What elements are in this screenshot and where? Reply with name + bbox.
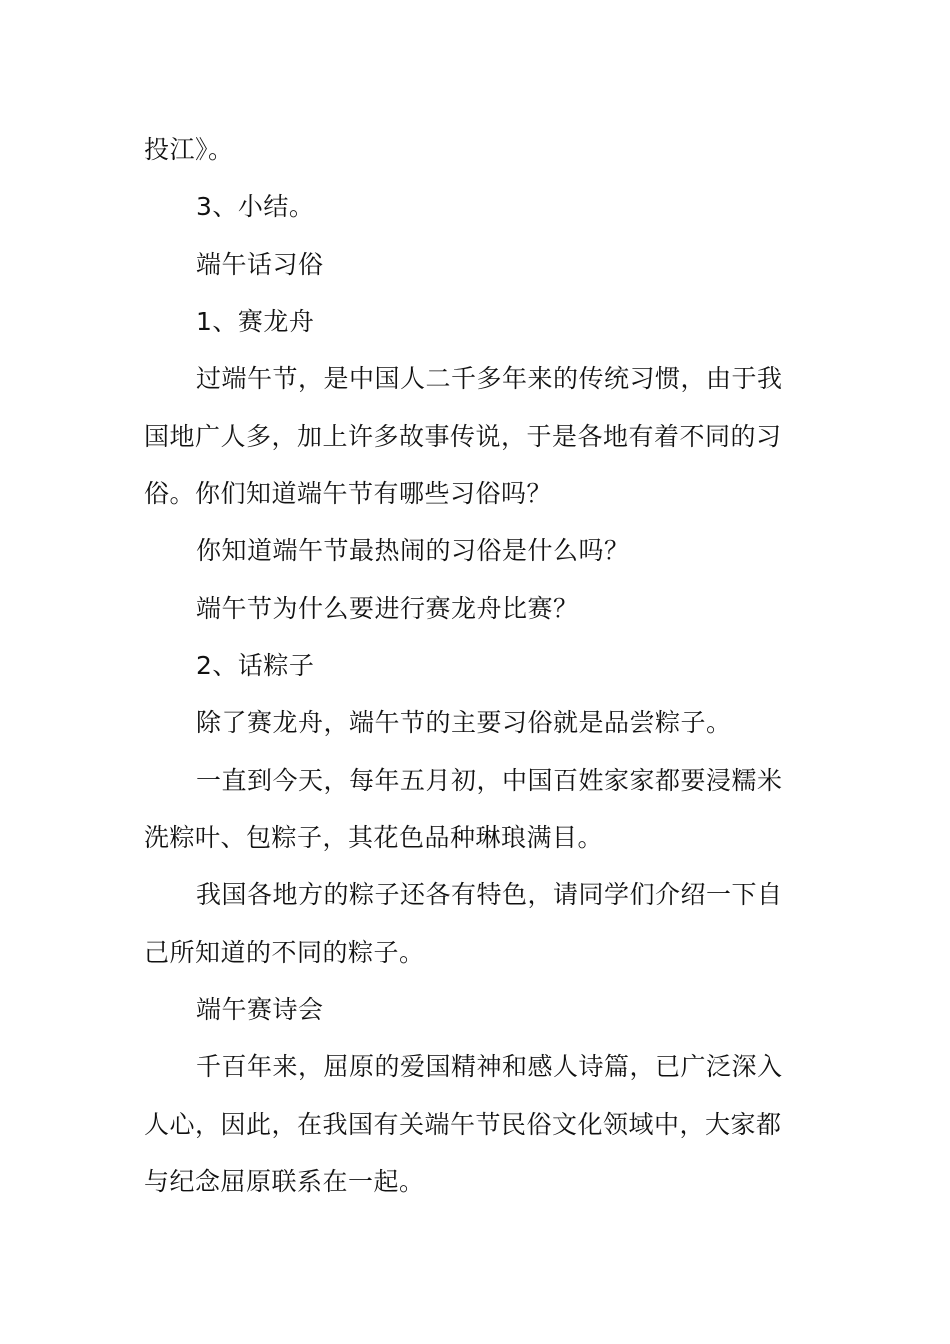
text-line: 国地广人多，加上许多故事传说，于是各地有着不同的习 — [144, 422, 782, 451]
text-line: 端午节为什么要进行赛龙舟比赛？ — [196, 594, 579, 623]
section-label: 2、话粽子 — [196, 651, 315, 680]
section-heading: 端午赛诗会 — [196, 995, 324, 1024]
text-line: 你知道端午节最热闹的习俗是什么吗？ — [196, 536, 630, 565]
text-line: 与纪念屈原联系在一起。 — [144, 1167, 425, 1196]
section-label: 3、小结。 — [196, 192, 315, 221]
text-line: 过端午节，是中国人二千多年来的传统习惯，由于我 — [196, 364, 783, 393]
text-line: 投江》。 — [144, 135, 234, 164]
section-heading: 端午话习俗 — [196, 250, 324, 279]
text-line: 除了赛龙舟，端午节的主要习俗就是品尝粽子。 — [196, 708, 732, 737]
text-line: 一直到今天，每年五月初，中国百姓家家都要浸糯米 — [196, 766, 783, 795]
section-label: 1、赛龙舟 — [196, 307, 315, 336]
text-line: 我国各地方的粽子还各有特色，请同学们介绍一下自 — [196, 880, 783, 909]
text-line: 千百年来，屈原的爱国精神和感人诗篇，已广泛深入 — [196, 1052, 783, 1081]
text-line: 人心，因此，在我国有关端午节民俗文化领域中，大家都 — [144, 1110, 782, 1139]
text-line: 俗。你们知道端午节有哪些习俗吗？ — [144, 479, 553, 508]
text-line: 洗粽叶、包粽子，其花色品种琳琅满目。 — [144, 823, 604, 852]
text-line: 己所知道的不同的粽子。 — [144, 938, 425, 967]
